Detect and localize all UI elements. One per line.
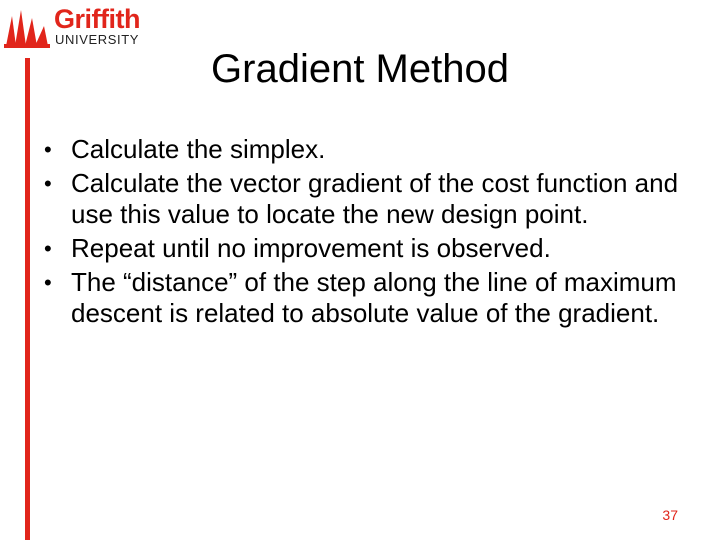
bullet-dot-icon: • <box>44 137 52 162</box>
logo-subtitle: UNIVERSITY <box>55 32 140 47</box>
bullet-item <box>44 233 684 264</box>
page-number: 37 <box>662 507 678 523</box>
bullet-item <box>44 168 684 230</box>
bullet-dot-icon: • <box>44 236 52 261</box>
university-logo <box>4 4 144 50</box>
slide-title: Gradient Method <box>211 47 509 91</box>
bullet-text: Repeat until no improvement is observed. <box>71 233 551 263</box>
bullet-list <box>44 134 684 332</box>
bullet-item <box>44 134 684 165</box>
logo-name: Griffith <box>54 4 140 34</box>
bullet-item <box>44 267 684 329</box>
bullet-text: Calculate the vector gradient of the cost function and use this value to locate the new design point. <box>71 168 679 229</box>
bullet-text: The “distance” of the step along the line of maximum descent is related to absolute value of the gradient. <box>71 267 677 328</box>
bullet-text: Calculate the simplex. <box>71 134 326 164</box>
bullet-dot-icon: • <box>44 270 52 295</box>
bullet-dot-icon: • <box>44 171 52 196</box>
griffith-flame-icon <box>4 6 50 48</box>
accent-bar <box>25 58 30 540</box>
